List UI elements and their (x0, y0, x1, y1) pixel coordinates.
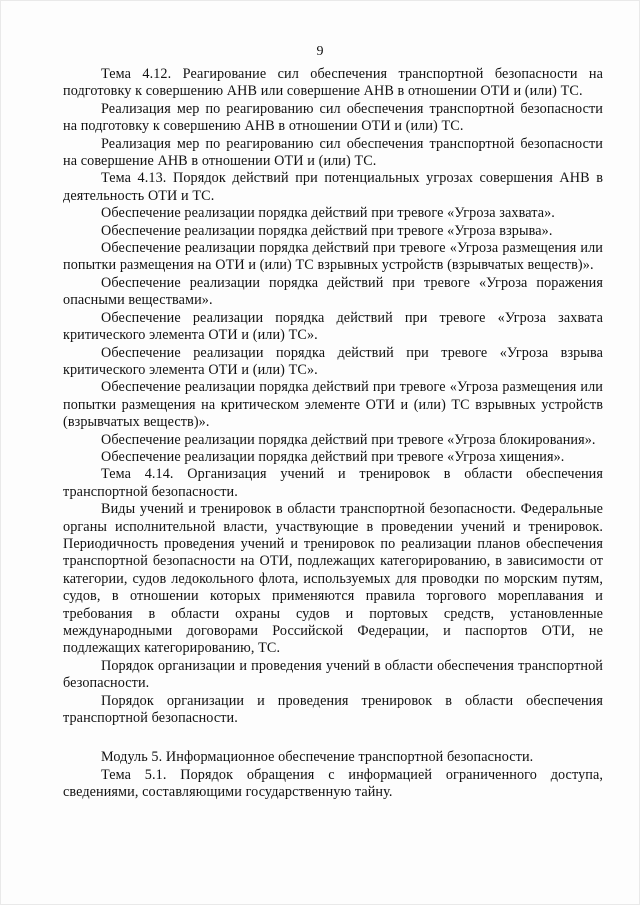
paragraph: Порядок организации и проведения учений в области обеспечения транспортной безопасности. (63, 657, 603, 692)
document-body (63, 66, 603, 802)
paragraph: Виды учений и тренировок в области транспортной безопасности. Федеральные органы исполнительной власти, участвующие в проведении учений и тренировок. Периодичность проведения учений и тренировок по реализации планов обеспечения транспортной безопасности на ОТИ, подлежащих категорированию, в зависимости от категории, судов ледокольного флота, используемых для проводки по морским путям, судов, в отношении которых применяются правила торгового мореплавания и требования в области охраны судов и портовых средств, установленные международными договорами Российской Федерации, и паспортов ОТИ, не подлежащих категорированию, ТС. (63, 501, 603, 657)
paragraph: Обеспечение реализации порядка действий при тревоге «Угроза взрыва». (101, 222, 553, 239)
paragraph: Реализация мер по реагированию сил обеспечения транспортной безопасности на подготовку к совершению АНВ в отношении ОТИ и (или) ТС. (63, 100, 603, 135)
topic-5-1-heading: Тема 5.1. Порядок обращения с информацией ограниченного доступа, сведениями, составляющими государственную тайну. (63, 766, 603, 801)
paragraph: Обеспечение реализации порядка действий при тревоге «Угроза блокирования». (101, 431, 596, 448)
paragraph: Обеспечение реализации порядка действий при тревоге «Угроза захвата критического элемента ОТИ и (или) ТС». (63, 309, 603, 344)
paragraph: Порядок организации и проведения тренировок в области обеспечения транспортной безопасности. (63, 692, 603, 727)
page-number: 9 (316, 44, 324, 59)
paragraph: Реализация мер по реагированию сил обеспечения транспортной безопасности на совершение АНВ в отношении ОТИ и (или) ТС. (63, 135, 603, 170)
paragraph: Обеспечение реализации порядка действий при тревоге «Угроза захвата». (101, 205, 555, 222)
paragraph: Обеспечение реализации порядка действий при тревоге «Угроза хищения». (101, 448, 565, 465)
topic-4-13-heading: Тема 4.13. Порядок действий при потенциальных угрозах совершения АНВ в деятельность ОТИ и ТС. (63, 170, 603, 204)
topic-4-14-heading: Тема 4.14. Организация учений и тренировок в области обеспечения транспортной безопасности. (63, 466, 603, 500)
topic-4-12-heading: Тема 4.12. Реагирование сил обеспечения транспортной безопасности на подготовку к совершению АНВ или совершение АНВ в отношении ОТИ и (или) ТС. (63, 66, 603, 100)
module-5-heading: Модуль 5. Информационное обеспечение транспортной безопасности. (101, 749, 534, 766)
paragraph: Обеспечение реализации порядка действий при тревоге «Угроза размещения или попытки размещения на ОТИ и (или) ТС взрывных устройств (взрывчатых веществ)». (63, 240, 603, 274)
paragraph: Обеспечение реализации порядка действий при тревоге «Угроза взрыва критического элемента ОТИ и (или) ТС». (63, 344, 603, 378)
paragraph: Обеспечение реализации порядка действий при тревоге «Угроза размещения или попытки размещения на критическом элементе ОТИ и (или) ТС взрывных устройств (взрывчатых веществ)». (63, 379, 603, 431)
paragraph: Обеспечение реализации порядка действий при тревоге «Угроза поражения опасными веществами». (63, 274, 603, 309)
